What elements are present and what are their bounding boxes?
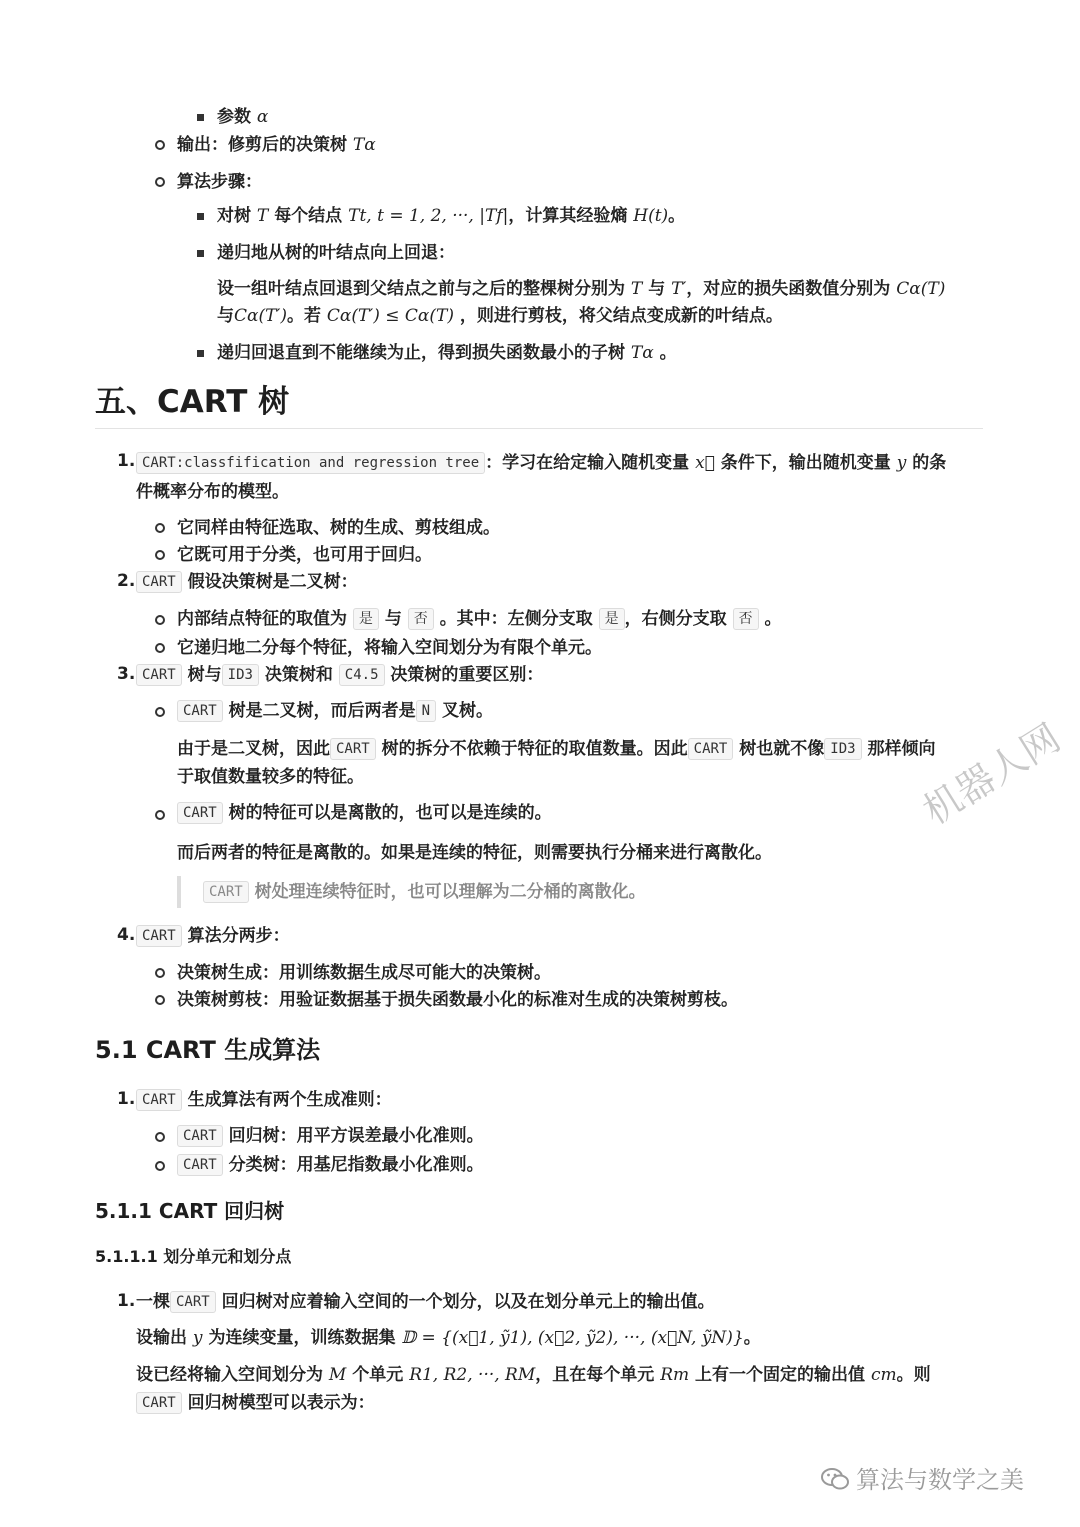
step2-line: 递归地从树的叶结点向上回退： xyxy=(217,243,455,263)
bullet-circle xyxy=(155,177,165,187)
section-heading-regression: 5.1.1 CART 回归树 xyxy=(95,1199,285,1223)
inline-code: CART xyxy=(170,1291,216,1313)
list-item: CART 树的特征可以是离散的，也可以是连续的。 xyxy=(177,800,552,826)
inline-code: C4.5 xyxy=(339,664,385,686)
heading-divider xyxy=(95,428,983,429)
inline-code: CART xyxy=(177,700,223,722)
bullet-circle xyxy=(155,550,165,560)
list-number: 2. xyxy=(117,571,136,591)
list-item: CART 分类树：用基尼指数最小化准则。 xyxy=(177,1152,484,1178)
bullet-circle xyxy=(155,140,165,150)
paragraph-line: 设已经将输入空间划分为 M 个单元 R1, R2, ···, RM，且在每个单元 Rm 上有一个固定的输出值 cm。则 xyxy=(136,1365,931,1385)
inline-code: CART xyxy=(136,925,182,947)
step2-paragraph-line2: 与Cα(T′)。若 Cα(T′) ≤ Cα(T) ，则进行剪枝，将父结点变成新的叶结点。 xyxy=(217,306,783,326)
bullet-square xyxy=(197,350,204,357)
bullet-circle xyxy=(155,643,165,653)
section-heading-generation: 5.1 CART 生成算法 xyxy=(95,1036,321,1064)
list-item: 它既可用于分类，也可用于回归。 xyxy=(177,545,432,565)
blockquote-bar xyxy=(177,876,181,908)
paragraph-line: 由于是二叉树，因此 CART 树的拆分不依赖于特征的取值数量。因此 CART 树也就不像 ID3 那样倾向 xyxy=(177,739,936,759)
blockquote: CART 树处理连续特征时，也可以理解为二分桶的离散化。 xyxy=(203,879,646,905)
bullet-square xyxy=(197,250,204,257)
paragraph-line: 而后两者的特征是离散的。如果是连续的特征，则需要执行分桶来进行离散化。 xyxy=(177,843,772,863)
inline-code: CART xyxy=(136,1392,182,1414)
bullet-square xyxy=(197,114,204,121)
two-step-line: CART 算法分两步： xyxy=(136,923,290,949)
inline-code: 否 xyxy=(733,608,759,630)
list-item: 它递归地二分每个特征，将输入空间划分为有限个单元。 xyxy=(177,638,602,658)
steps-label: 算法步骤： xyxy=(177,172,262,192)
step1-line: 对树 T 每个结点 Tt, t = 1, 2, ···, |Tf|，计算其经验熵 H(t)。 xyxy=(217,206,686,226)
paragraph-line: CART 回归树模型可以表示为： xyxy=(136,1390,375,1416)
cart-definition-line2: 件概率分布的模型。 xyxy=(136,482,289,502)
wechat-label: 算法与数学之美 xyxy=(856,1466,1024,1494)
inline-code: 否 xyxy=(408,608,434,630)
inline-code: CART xyxy=(136,571,182,593)
bullet-circle xyxy=(155,523,165,533)
paragraph-line: 设输出 y 为连续变量，训练数据集 𝔻 = {(x⃗1, ỹ1), (x⃗2, ỹ2), ···, (x⃗N, ỹN)}。 xyxy=(136,1328,761,1348)
bullet-circle xyxy=(155,615,165,625)
watermark-robot: 机器人网 xyxy=(915,715,1068,834)
list-item: 内部结点特征的取值为 是 与 否 。其中：左侧分支取 是 ，右侧分支取 否 。 xyxy=(177,609,782,629)
list-item: 它同样由特征选取、树的生成、剪枝组成。 xyxy=(177,518,500,538)
bullet-circle xyxy=(155,1161,165,1171)
step3-line: 递归回退直到不能继续为止，得到损失函数最小的子树 Tα 。 xyxy=(217,343,677,363)
list-number: 1. xyxy=(117,1089,136,1109)
subsection-heading: 5.1.1.1 划分单元和划分点 xyxy=(95,1247,292,1266)
inline-code: CART xyxy=(177,1125,223,1147)
bullet-circle xyxy=(155,995,165,1005)
partition-line: 一棵 CART 回归树对应着输入空间的一个划分，以及在划分单元上的输出值。 xyxy=(136,1292,715,1312)
list-number: 1. xyxy=(117,1291,136,1311)
bullet-circle xyxy=(155,707,165,717)
bullet-circle xyxy=(155,810,165,820)
step2-paragraph-line1: 设一组叶结点回退到父结点之前与之后的整棵树分别为 T 与 T′，对应的损失函数值分别为 Cα(T) xyxy=(217,279,946,299)
list-number: 1. xyxy=(117,451,136,471)
differences-line: CART 树与 ID3 决策树和 C4.5 决策树的重要区别： xyxy=(136,662,543,688)
paragraph-line: 于取值数量较多的特征。 xyxy=(177,767,364,787)
inline-code: CART xyxy=(203,881,249,903)
list-item: 决策树剪枝：用验证数据基于损失函数最小化的标准对生成的决策树剪枝。 xyxy=(177,990,738,1010)
inline-code: CART xyxy=(136,664,182,686)
inline-code: 是 xyxy=(599,608,625,630)
inline-code: CART xyxy=(177,1154,223,1176)
bullet-circle xyxy=(155,1132,165,1142)
list-number: 3. xyxy=(117,664,136,684)
inline-code: CART xyxy=(177,802,223,824)
inline-code: 是 xyxy=(353,608,379,630)
wechat-icon xyxy=(820,1466,850,1492)
inline-code: CART xyxy=(330,738,376,760)
output-line: 输出：修剪后的决策树 Tα xyxy=(177,135,376,155)
inline-code: N xyxy=(416,700,436,722)
criteria-line: CART 生成算法有两个生成准则： xyxy=(136,1087,392,1113)
inline-code: CART:classfification and regression tree xyxy=(136,452,485,474)
inline-code: CART xyxy=(136,1089,182,1111)
inline-code: ID3 xyxy=(824,738,861,760)
binary-tree-line: CART 假设决策树是二叉树： xyxy=(136,569,358,595)
list-item: 决策树生成：用训练数据生成尽可能大的决策树。 xyxy=(177,963,551,983)
bullet-square xyxy=(197,213,204,220)
inline-code: CART xyxy=(688,738,734,760)
inline-code: ID3 xyxy=(222,664,259,686)
param-line: 参数 α xyxy=(217,107,269,127)
cart-definition-line1: CART:classfification and regression tree ：学习在给定输入随机变量 x⃗ 条件下，输出随机变量 y 的条 xyxy=(136,450,946,476)
list-item: CART 树是二叉树，而后两者是 N 叉树。 xyxy=(177,698,493,724)
list-item: CART 回归树：用平方误差最小化准则。 xyxy=(177,1123,484,1149)
section-heading-cart: 五、CART 树 xyxy=(95,384,290,420)
list-number: 4. xyxy=(117,925,136,945)
bullet-circle xyxy=(155,968,165,978)
